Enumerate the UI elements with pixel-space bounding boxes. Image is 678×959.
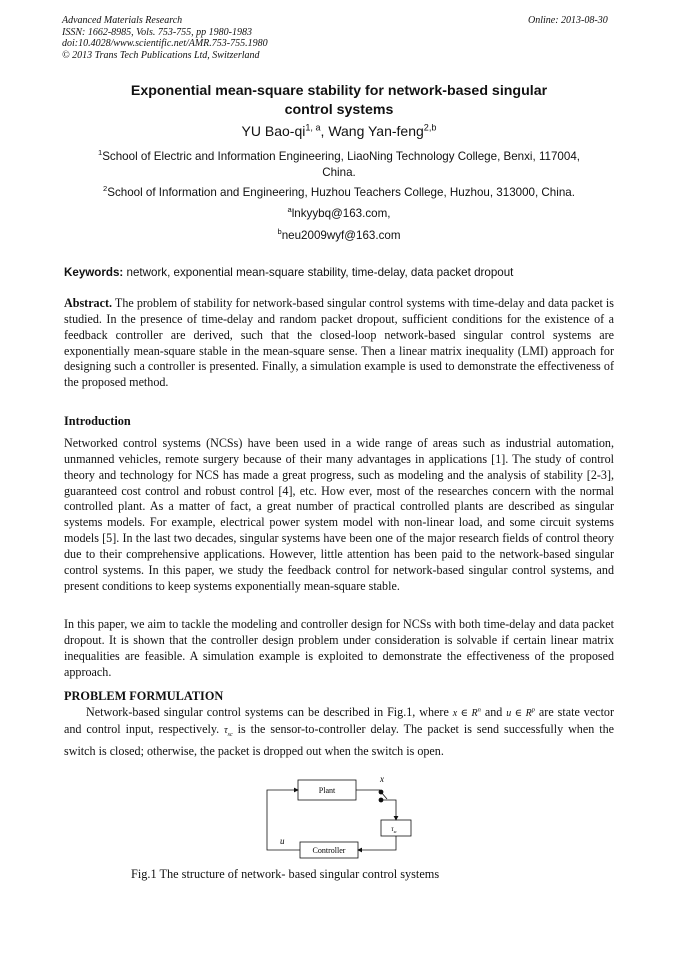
keywords-text: network, exponential mean-square stability, time-delay, data packet dropout bbox=[123, 266, 514, 279]
keywords bbox=[64, 265, 624, 281]
issn-line: ISSN: 1662-8985, Vols. 753-755, pp 1980-1983 bbox=[62, 26, 252, 38]
author-2: Wang Yan-feng bbox=[328, 123, 424, 139]
controller-label: Controller bbox=[312, 846, 346, 855]
x-signal-label: x bbox=[380, 774, 384, 784]
problem-formulation-paragraph bbox=[64, 705, 614, 760]
affiliation-1-line-2: China. bbox=[322, 166, 356, 179]
problem-text-c: is the sensor-to-controller delay. The packet is send successfully when the switch is closed; otherwise, the packet is dropped out when the switch is open. bbox=[64, 721, 614, 758]
affiliation-2-sup: 2 bbox=[103, 184, 108, 194]
email-1 bbox=[64, 206, 614, 222]
email-2-text: neu2009wyf@163.com bbox=[281, 229, 401, 242]
figure-caption: Fig.1 The structure of network- based singular control systems bbox=[131, 867, 440, 881]
delay-label: $\tau_{sc}$ bbox=[391, 825, 397, 834]
title-line-1: Exponential mean-square stability for network-based singular bbox=[130, 83, 548, 99]
abstract-text: The problem of stability for network-based singular control systems with time-delay and data packet is studied. In the presence of time-delay and random packet dropout, sufficient conditions for the existence of a feedback controller are derived, such that the closed-loop network-based singular control systems are exponentially mean-square stable in the mean-square sense. Then a linear matrix inequality (LMI) approach for designing such a controller is presented. Finally, a simulation example is used to demonstrate the effectiveness of the proposed method. bbox=[64, 296, 614, 390]
problem-formulation-heading: PROBLEM FORMULATION bbox=[64, 689, 224, 703]
email-1-text: lnkyybq@163.com, bbox=[291, 207, 391, 220]
paper-title bbox=[64, 82, 614, 120]
delay-to-controller-line bbox=[358, 836, 396, 850]
problem-text-and: and bbox=[480, 705, 507, 719]
abstract-label: Abstract. bbox=[64, 296, 113, 310]
introduction-heading: Introduction bbox=[64, 414, 131, 428]
email-2 bbox=[64, 228, 614, 244]
email-1-sup: a bbox=[287, 205, 292, 215]
affiliation-1-sup: 1 bbox=[98, 148, 103, 158]
introduction-paragraph-2: In this paper, we aim to tackle the modeling and controller design for NCSs with both time-delay and data packet dropout. It is shown that the controller design problem under consideration is solvable if certain linear matrix inequalities are feasible. A simulation example is exploited to demonstrate the effectiveness of the proposed approach. bbox=[64, 617, 614, 679]
sensor-line bbox=[381, 800, 396, 820]
plant-label: Plant bbox=[318, 786, 336, 795]
abstract bbox=[64, 296, 614, 391]
author-2-sup: 2,b bbox=[423, 122, 437, 133]
journal-name: Advanced Materials Research bbox=[62, 15, 183, 26]
email-2-sup: b bbox=[277, 227, 282, 237]
affiliation-2 bbox=[64, 185, 614, 201]
journal-header bbox=[62, 15, 268, 61]
u-signal-label: u bbox=[280, 836, 285, 846]
online-date: Online: 2013-08-30 bbox=[528, 15, 608, 26]
copyright-line: © 2013 Trans Tech Publications Ltd, Switzerland bbox=[62, 49, 260, 61]
math-tau-sc: $\tau_{sc}$ bbox=[224, 724, 233, 738]
math-u-in-rp: u ∈ $R^p$ bbox=[506, 706, 535, 719]
keywords-label: Keywords: bbox=[64, 266, 124, 279]
math-x-in-rn: x ∈ $R^n$ bbox=[452, 706, 481, 719]
problem-text-b: are state vector and control input, respectively. bbox=[64, 705, 614, 736]
author-list bbox=[64, 121, 614, 141]
block-diagram bbox=[260, 770, 420, 862]
affiliation-2-text: School of Information and Engineering, Huzhou Teachers College, Huzhou, 313000, China. bbox=[107, 186, 575, 199]
introduction-paragraph-1: Networked control systems (NCSs) have been used in a wide range of areas such as industrial automation, unmanned vehicles, remote surgery because of their many advantages in applications [1]. The study of control theory and technology for NCS has made a great progress, such as modeling and the analysis of stability [2-3], guaranteed cost control and robust control [4], etc. How ever, most of the researches concern with the normal controlled plant. As a matter of fact, a great number of practical controlled plants are described as singular systems models. For example, electrical power system model with non-linear load, and some circuit systems models [5]. In the last two decades, singular systems have been one of the major research fields of control theory due to their comprehensive applications. However, little attention has been paid to the network-based singular control systems. In this paper, we study the feedback control for network-based singular control systems, and present conditions to keep systems exponentially mean-square stable. bbox=[64, 436, 614, 593]
author-1-sup: 1, a bbox=[305, 122, 321, 133]
affiliation-1 bbox=[64, 149, 614, 181]
problem-text-a: Network-based singular control systems can be described in Fig.1, where bbox=[86, 705, 453, 719]
author-1: YU Bao-qi bbox=[241, 123, 306, 139]
doi-line: doi:10.4028/www.scientific.net/AMR.753-755.1980 bbox=[62, 38, 268, 49]
affiliation-1-line-1: School of Electric and Information Engineering, LiaoNing Technology College, Benxi, 117004, bbox=[102, 150, 580, 163]
author-separator: , bbox=[320, 123, 329, 139]
title-line-2: control systems bbox=[284, 102, 394, 118]
